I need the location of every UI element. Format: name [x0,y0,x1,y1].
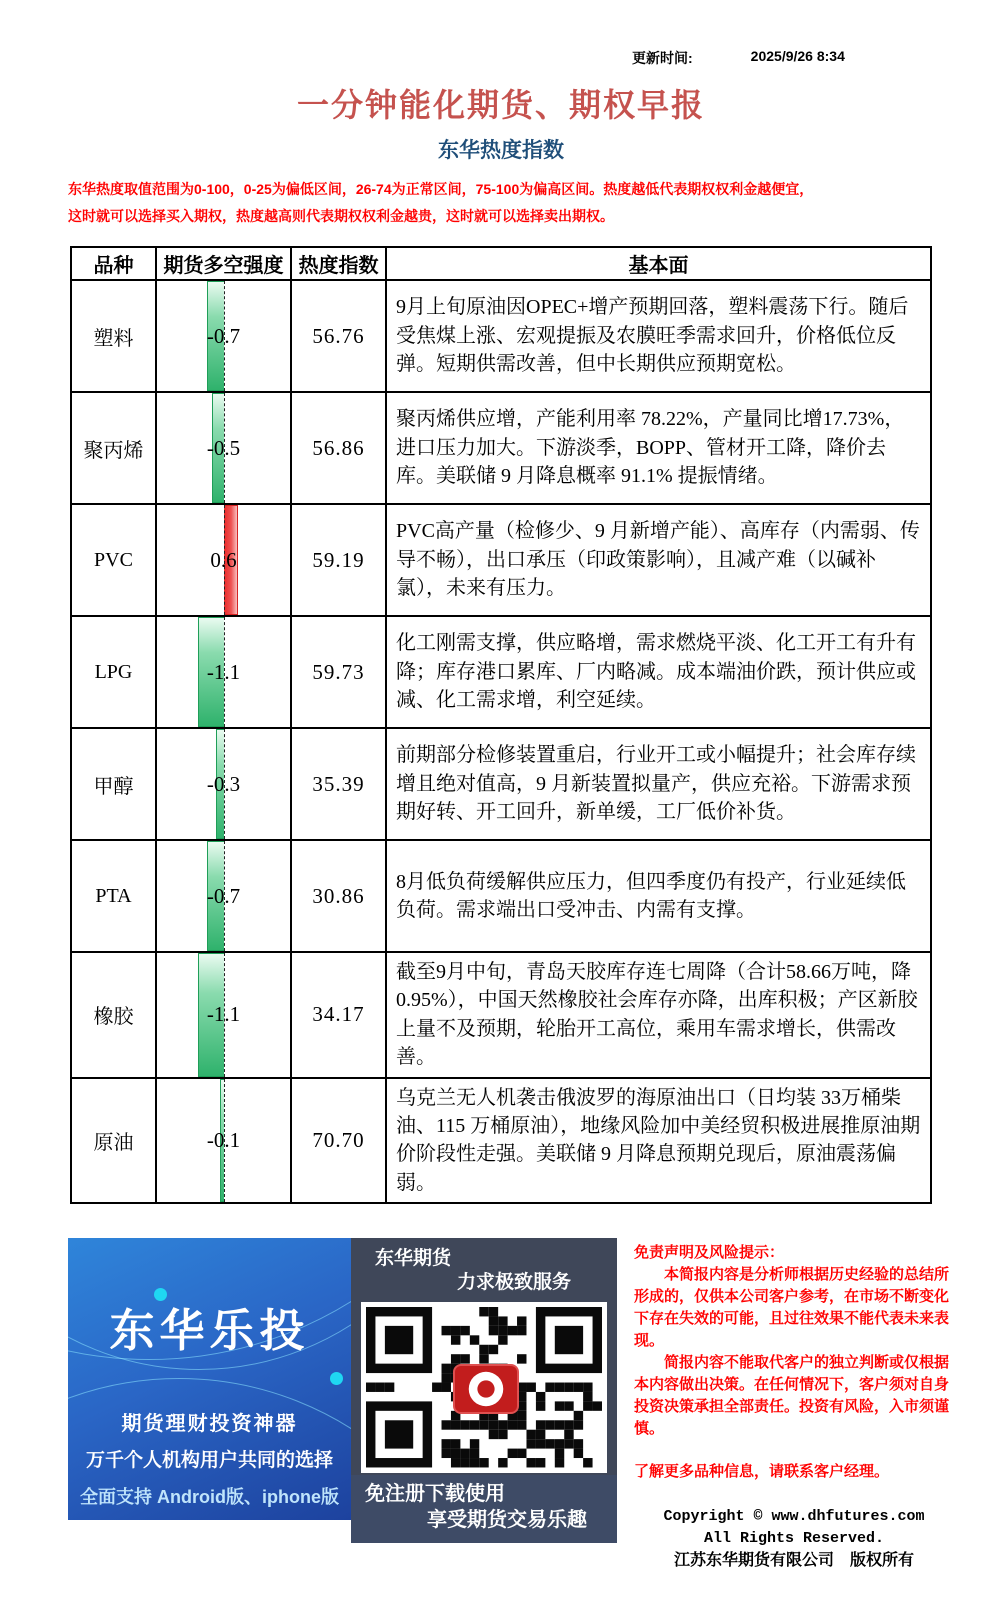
table-row [71,616,931,728]
table-row [71,952,931,1078]
strength-value: -0.7 [206,323,241,348]
strength-cell [156,504,291,616]
heat-index-value: 30.86 [291,840,386,952]
strength-cell [156,392,291,504]
strength-cell [156,728,291,840]
commodity-name: LPG [71,616,156,728]
app-promo-banner [68,1238,351,1520]
strength-cell [156,840,291,952]
heat-index-value: 56.86 [291,392,386,504]
strength-cell [156,1078,291,1204]
qr-slogan-line-2: 力求极致服务 [457,1272,572,1294]
fundamental-text: 8月低负荷缓解供应压力，但四季度仍有投产，行业延续低负荷。需求端出口受冲击、内需有支撑。 [386,840,931,952]
qr-slogan-line-1: 东华期货 [375,1248,452,1270]
company-logo-icon [453,1364,519,1414]
commodity-name: PTA [71,840,156,952]
strength-value: -1.1 [206,659,241,684]
promo-line-3: 全面支持 Android版、iphone版 [80,1487,339,1508]
promo-line-2: 万千个人机构用户共同的选择 [85,1450,333,1472]
fundamental-text: 截至9月中旬，青岛天胶库存连七周降（合计58.66万吨，降0.95%），中国天然橡胶社会库存亦降，出库积极；产区新胶上量不及预期，轮胎开工高位，乘用车需求增长，供需改善。 [386,952,931,1078]
update-time-value: 2025/9/26 8:34 [750,48,845,64]
disclaimer-title: 免责声明及风险提示： [634,1244,785,1262]
heat-index-intro [68,176,944,230]
strength-value: 0.6 [210,547,237,572]
fundamental-text: 乌克兰无人机袭击俄波罗的海原油出口（日均装 33万桶柴油、115 万桶原油），地缘风险加中美经贸积极进展推原油期价阶段性走强。美联储 9 月降息预期兑现后，原油震荡偏弱。 [386,1078,931,1204]
update-time-row [632,0,1002,68]
strength-cell [156,616,291,728]
strength-cell [156,952,291,1078]
footer [68,1238,954,1570]
commodity-name: 原油 [71,1078,156,1204]
update-time-label: 更新时间: [632,50,693,66]
qr-slogan [351,1238,617,1300]
qr-caption-line-1: 免注册下载使用 [365,1482,505,1505]
fundamental-text: 前期部分检修装置重启，行业开工或小幅提升；社会库存续增且绝对值高，9 月新装置拟量产，供应充裕。下游需求预期好转、开工回升，新单缓，工厂低价补货。 [386,728,931,840]
promo-line-1: 期货理财投资神器 [121,1413,298,1436]
col-header-strength: 期货多空强度 [156,247,291,280]
commodity-name: 塑料 [71,280,156,392]
col-header-fundamental: 基本面 [386,247,931,280]
fundamental-text: PVC高产量（检修少、9 月新增产能）、高库存（内需弱、传导不畅），出口承压（印政策影响），且减产难（以碱补氯），未来有压力。 [386,504,931,616]
qr-caption-line-2: 享受期货交易乐趣 [427,1508,587,1531]
strength-value: -1.1 [206,1002,241,1027]
intro-line-1: 东华热度取值范围为0-100，0-25为偏低区间，26-74为正常区间，75-100为偏高区间。热度越低代表期权权利金越便宜， [68,181,814,197]
app-name: 东华乐投 [109,1305,310,1357]
heat-index-value: 59.19 [291,504,386,616]
fundamental-text: 化工刚需支撑，供应略增，需求燃烧平淡、化工开工有升有降；库存港口累库、厂内略减。成本端油价跌，预计供应或减、化工需求增，利空延续。 [386,616,931,728]
commodity-name: 橡胶 [71,952,156,1078]
commodity-name: PVC [71,504,156,616]
qr-caption [351,1475,617,1543]
strength-value: -0.1 [206,1127,241,1152]
contact-note: 了解更多品种信息，请联系客户经理。 [634,1463,890,1481]
commodity-name: 甲醇 [71,728,156,840]
qr-code [361,1302,607,1472]
table-row [71,840,931,952]
qr-panel [351,1238,617,1531]
heat-index-value: 59.73 [291,616,386,728]
page-title: 一分钟能化期货、期权早报 [296,87,705,123]
table-row [71,728,931,840]
table-row [71,504,931,616]
table-row [71,1078,931,1204]
strength-value: -0.3 [206,771,241,796]
copyright-line-3: 江苏东华期货有限公司 版权所有 [673,1552,914,1570]
copyright-line-1: Copyright © www.dhfutures.com [663,1508,925,1526]
decor-dot [330,1372,343,1385]
heat-table [70,246,932,1204]
table-row [71,392,931,504]
col-header-heat: 热度指数 [291,247,386,280]
disclaimer-paragraph-1: 本简报内容是分析师根据历史经验的总结所形成的，仅供本公司客户参考，在市场不断变化下存在失效的可能，且过往效果不能代表未来表现。 [634,1266,950,1350]
strength-value: -0.5 [206,435,241,460]
commodity-name: 聚丙烯 [71,392,156,504]
heat-table-body [71,280,931,1203]
col-header-commodity: 品种 [71,247,156,280]
heat-index-value: 70.70 [291,1078,386,1204]
strength-cell [156,280,291,392]
heat-index-value: 56.76 [291,280,386,392]
heat-index-value: 35.39 [291,728,386,840]
disclaimer-paragraph-2: 简报内容不能取代客户的独立判断或仅根据本内容做出决策。在任何情况下，客户须对自身投资决策承担全部责任。投资有风险，入市须谨慎。 [634,1354,950,1438]
strength-value: -0.7 [206,883,241,908]
table-row [71,280,931,392]
page-subtitle: 东华热度指数 [438,138,564,162]
fundamental-text: 9月上旬原油因OPEC+增产预期回落，塑料震荡下行。随后受焦煤上涨、宏观提振及农膜旺季需求回升，价格低位反弹。短期供需改善，但中长期供应预期宽松。 [386,280,931,392]
copyright-block [634,1506,954,1572]
copyright-line-2: All Rights Reserved. [703,1530,885,1548]
heat-index-value: 34.17 [291,952,386,1078]
fundamental-text: 聚丙烯供应增，产能利用率 78.22%，产量同比增17.73%，进口压力加大。下游淡季，BOPP、管材开工降，降价去库。美联储 9 月降息概率 91.1% 提振情绪。 [386,392,931,504]
disclaimer-block [617,1238,954,1570]
intro-line-2: 这时就可以选择买入期权，热度越高则代表期权权利金越贵，这时就可以选择卖出期权。 [68,208,614,224]
table-header-row [71,247,931,280]
